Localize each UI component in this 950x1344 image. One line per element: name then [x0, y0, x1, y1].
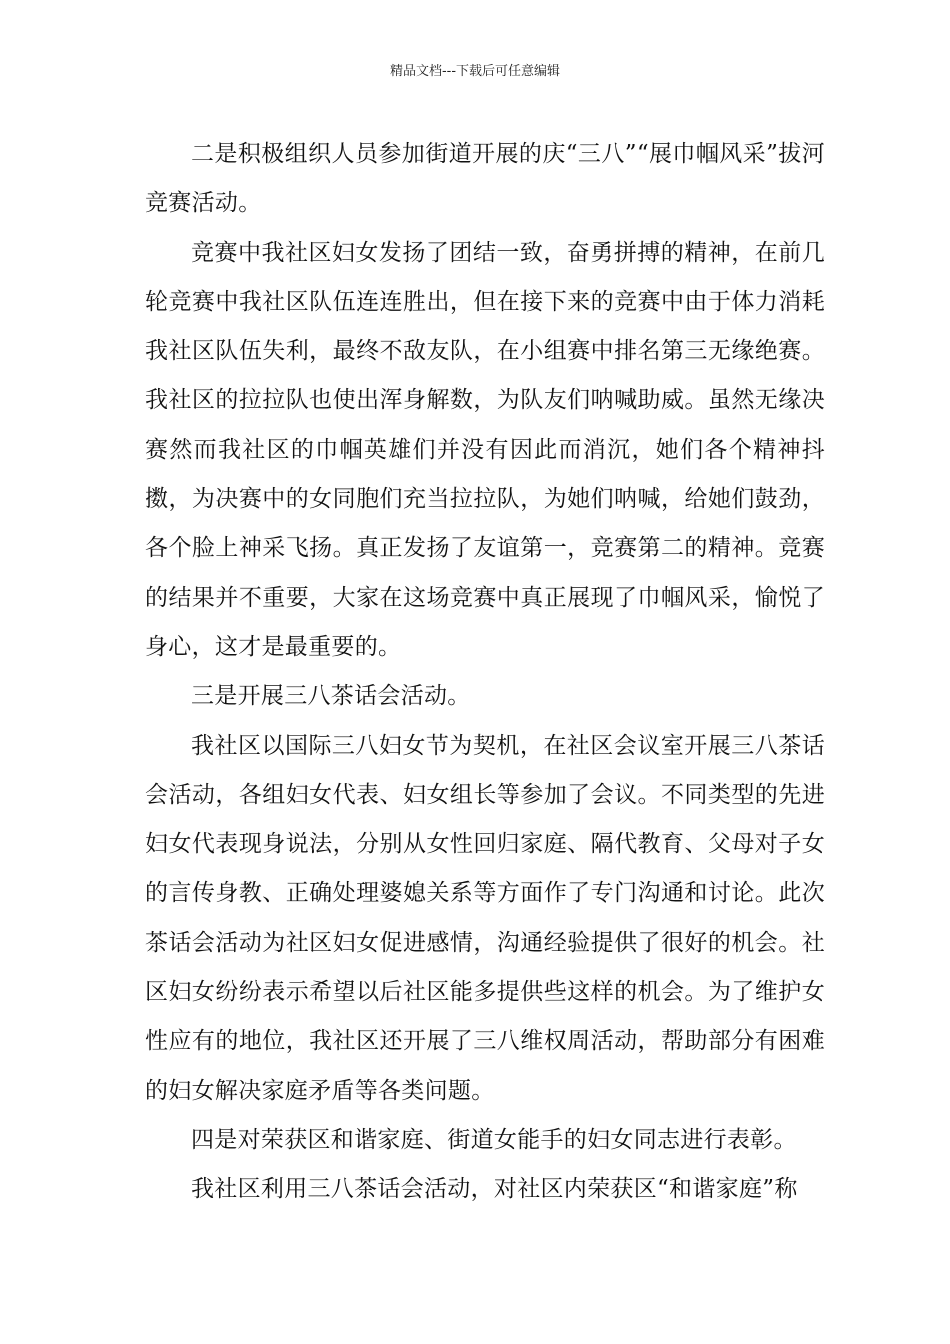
paragraph-tug-of-war: 二是积极组织人员参加街道开展的庆“三八”“展巾帼风采”拔河竞赛活动。 — [145, 141, 825, 217]
paragraph-competition: 竞赛中我社区妇女发扬了团结一致，奋勇拼搏的精神，在前几轮竞赛中我社区队伍连连胜出，但在接下来的竞赛中由于体力消耗我社区队伍失利，最终不敌友队，在小组赛中排名第三无缘绝赛。我社区的拉拉队也使出浑身解数，为队友们呐喊助威。虽然无缘决赛然而我社区的巾帼英雄们并没有因此而消沉，她们各个精神抖擞，为决赛中的女同胞们充当拉拉队，为她们呐喊，给她们鼓劲，各个脸上神采飞扬。真正发扬了友谊第一，竞赛第二的精神。竞赛的结果并不重要，大家在这场竞赛中真正展现了巾帼风采，愉悦了身心，这才是最重要的。 — [145, 239, 825, 660]
paragraph-tea-party: 我社区以国际三八妇女节为契机，在社区会议室开展三八茶话会活动，各组妇女代表、妇女组长等参加了会议。不同类型的先进妇女代表现身说法，分别从女性回归家庭、隔代教育、父母对子女的言传身教、正确处理婆媳关系等方面作了专门沟通和讨论。此次茶话会活动为社区妇女促进感情，沟通经验提供了很好的机会。社区妇女纷纷表示希望以后社区能多提供些这样的机会。为了维护女性应有的地位，我社区还开展了三八维权周活动，帮助部分有困难的妇女解决家庭矛盾等各类问题。 — [145, 732, 825, 1104]
paragraph-commendation: 我社区利用三八茶话会活动，对社区内荣获区“和谐家庭”称 — [191, 1176, 798, 1203]
paragraph-tea-party-heading: 三是开展三八茶话会活动。 — [191, 683, 471, 710]
page-header: 精品文档---下载后可任意编辑 — [389, 64, 561, 79]
document-body — [145, 130, 825, 1215]
paragraph-commendation-heading: 四是对荣获区和谐家庭、街道女能手的妇女同志进行表彰。 — [191, 1126, 797, 1153]
